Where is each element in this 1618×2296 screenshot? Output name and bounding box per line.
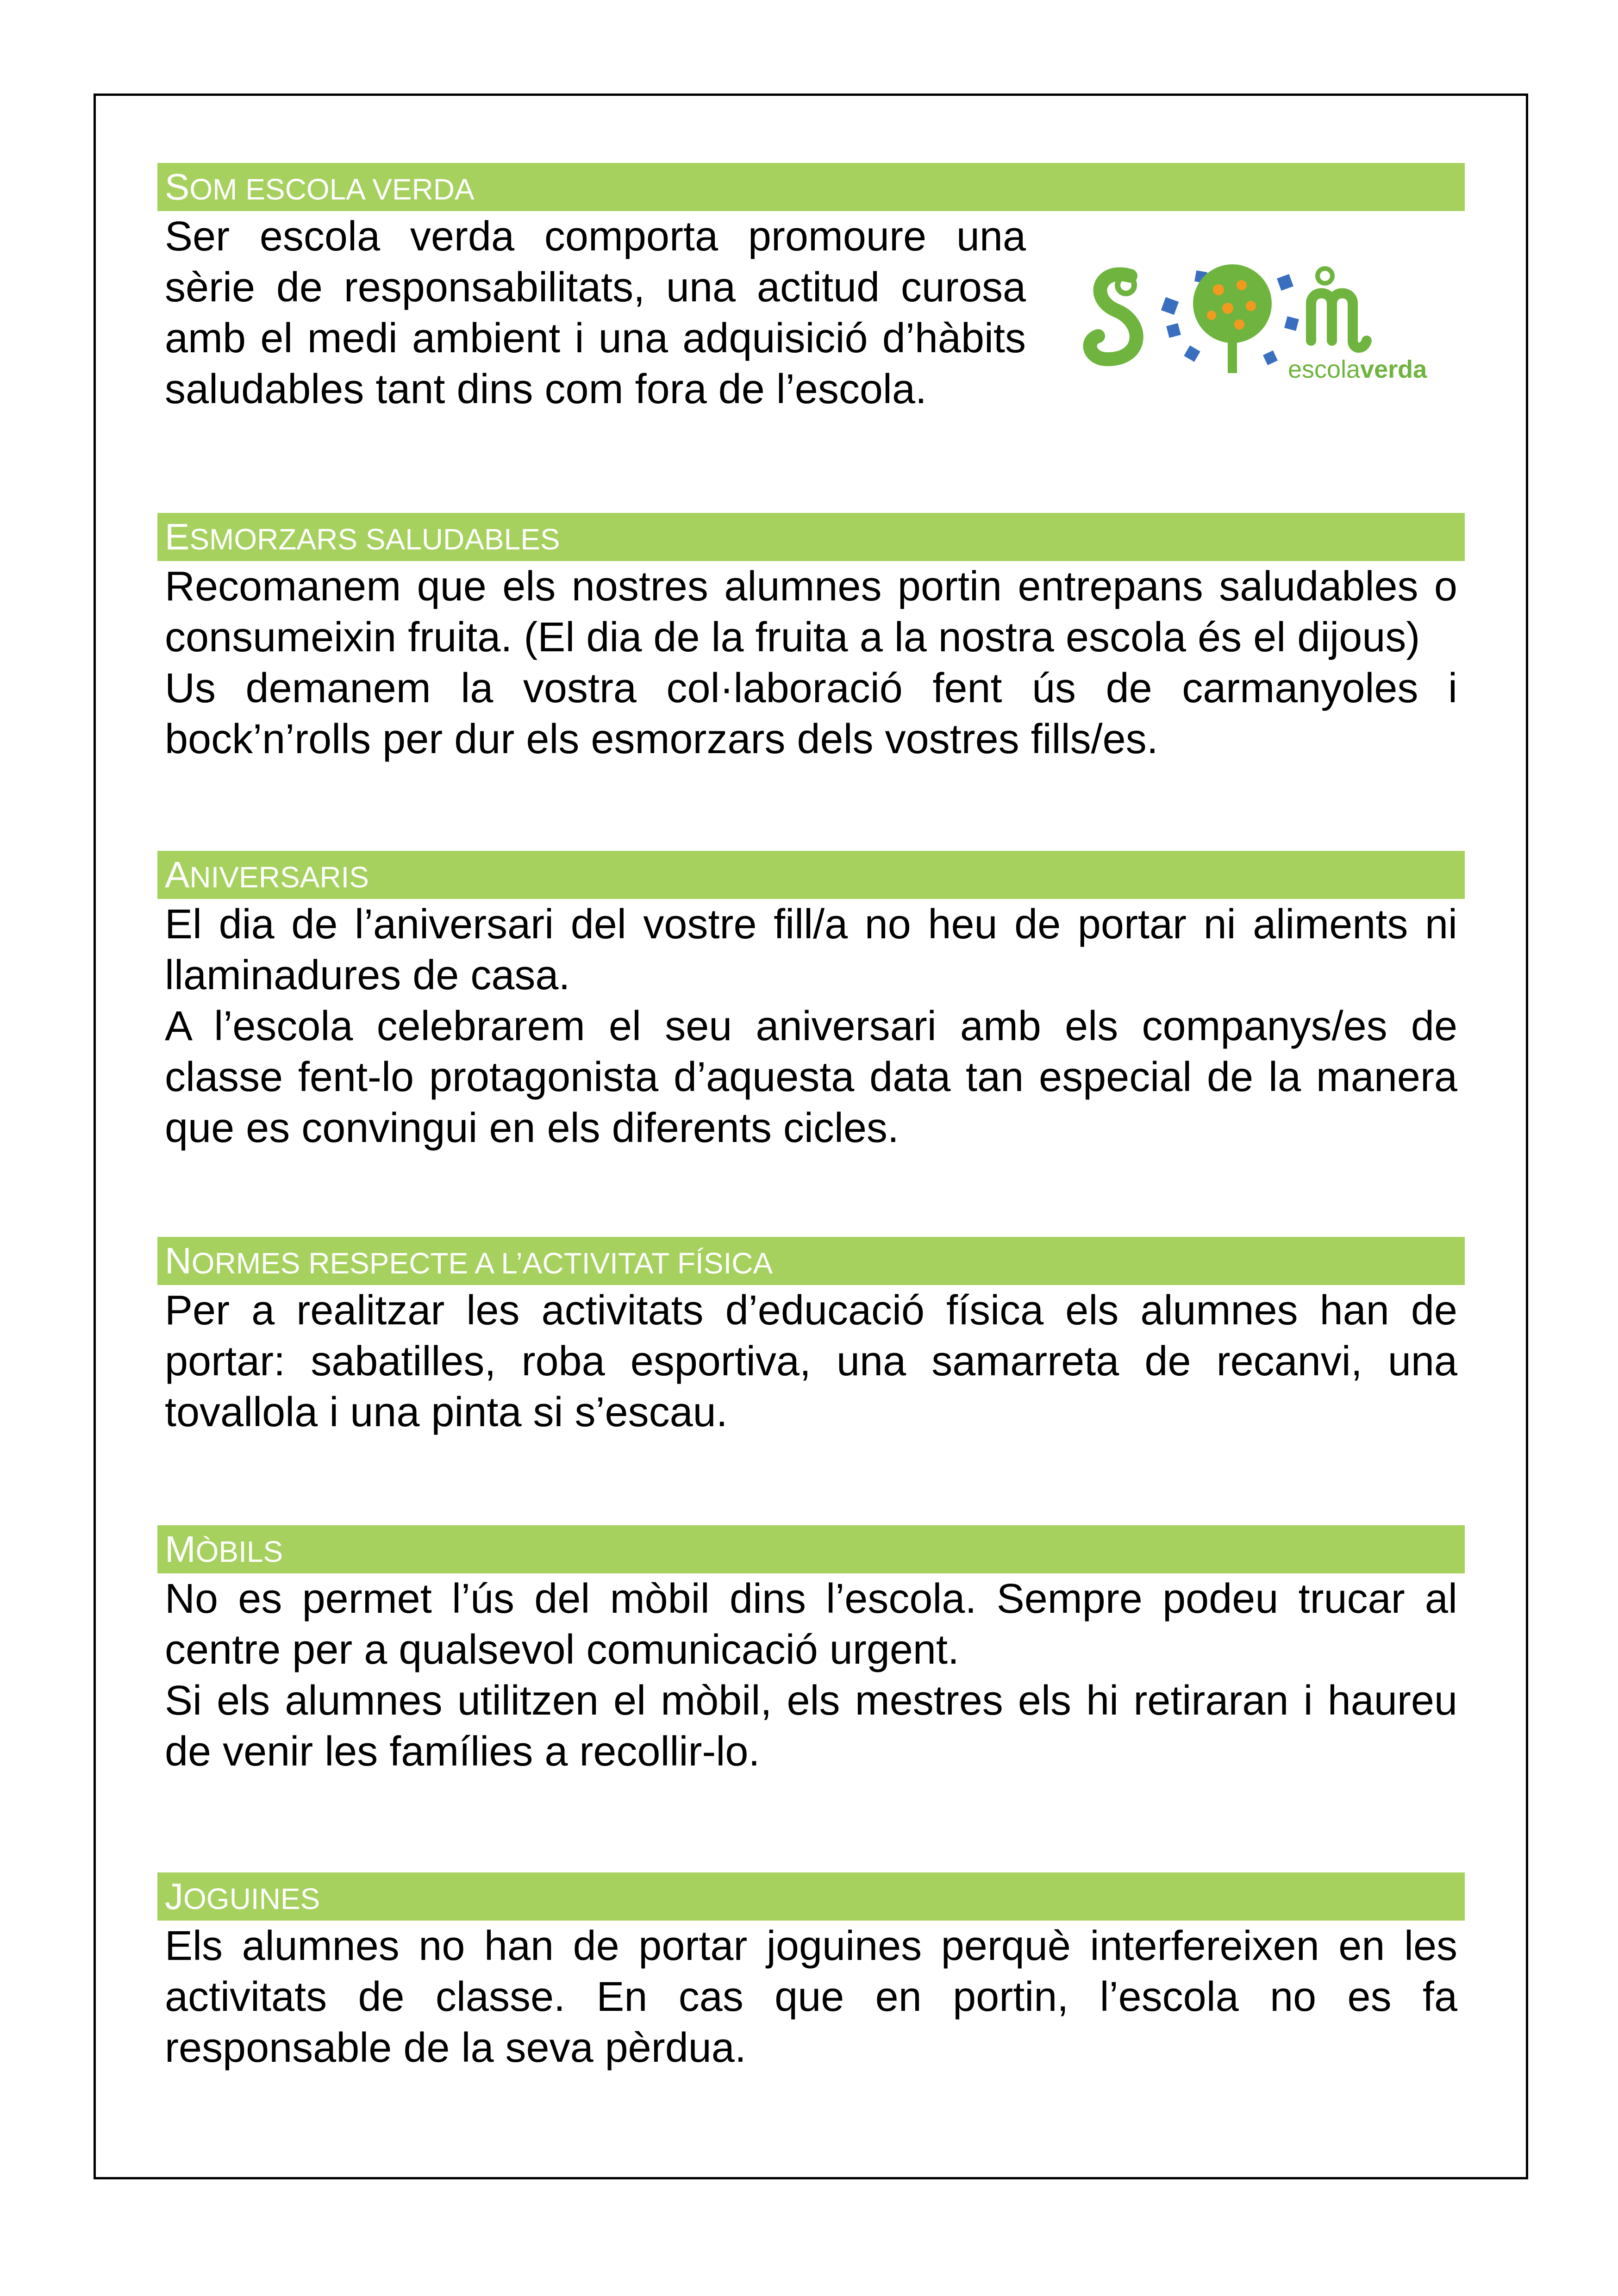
logo-wordmark bbox=[1288, 356, 1427, 383]
logo-fruit bbox=[1246, 301, 1256, 311]
logo-square bbox=[1277, 274, 1293, 291]
logo-word-verda: verda bbox=[1360, 356, 1427, 383]
logo-tree-crown bbox=[1193, 264, 1272, 343]
section-header-rest: OM ESCOLA VERDA bbox=[189, 173, 475, 206]
logo-fruit bbox=[1213, 284, 1224, 295]
section-header-rest: SMORZARS SALUDABLES bbox=[189, 523, 560, 556]
section-header-rest: ÒBILS bbox=[195, 1535, 283, 1568]
section-mobils bbox=[157, 1525, 1465, 1777]
logo-square bbox=[1284, 316, 1299, 331]
paragraph: Els alumnes no han de portar joguines perquè interfereixen en les activitats de classe. En cas que en portin, l’escola no es fa responsable de la seva pèrdua. bbox=[165, 1923, 1457, 2071]
section-header bbox=[157, 1525, 1465, 1573]
section-header-initial: N bbox=[165, 1240, 192, 1281]
logo-square bbox=[1166, 323, 1181, 338]
section-header-initial: S bbox=[165, 166, 190, 207]
section-header bbox=[157, 1872, 1465, 1921]
logo-square bbox=[1184, 345, 1200, 362]
section-body bbox=[157, 561, 1465, 765]
section-body bbox=[157, 1285, 1465, 1438]
logo-word-escola: escola bbox=[1288, 356, 1361, 383]
section-som-escola-verda bbox=[157, 163, 1465, 415]
paragraph: Ser escola verda comporta promoure una sèrie de responsabilitats, una actitud curosa amb el medi ambient i una adquisició d’hàbits saludables tant dins com fora de l’escola. bbox=[165, 213, 1026, 412]
paragraph: A l’escola celebrarem el seu aniversari amb els companys/es de classe fent-lo protagonista d’aquesta data tan especial de la manera que es convingui en els diferents cicles. bbox=[165, 1003, 1457, 1151]
som-escola-verda-logo bbox=[1080, 248, 1441, 387]
section-header bbox=[157, 851, 1465, 899]
logo-letter-s bbox=[1090, 274, 1137, 359]
section-body bbox=[157, 1573, 1465, 1777]
logo-m-swirl bbox=[1318, 268, 1332, 283]
logo-square bbox=[1161, 297, 1179, 315]
section-joguines bbox=[157, 1872, 1465, 2073]
paragraph: Recomanem que els nostres alumnes portin entrepans saludables o consumeixin fruita. (El dia de la fruita a la nostra escola és el dijous) bbox=[165, 563, 1457, 661]
section-aniversaris bbox=[157, 851, 1465, 1154]
logo-fruit bbox=[1222, 303, 1233, 314]
section-header-initial: M bbox=[165, 1529, 196, 1570]
paragraph: Per a realitzar les activitats d’educació física els alumnes han de portar: sabatilles, roba esportiva, una samarreta de recanvi, una tovallola i una pinta si s’escau. bbox=[165, 1287, 1457, 1435]
paragraph: Us demanem la vostra col·laboració fent ús de carmanyoles i bock’n’rolls per dur els esmorzars dels vostres fills/es. bbox=[165, 665, 1457, 762]
section-header-initial: A bbox=[165, 854, 190, 895]
intro-row bbox=[157, 211, 1465, 415]
section-header bbox=[157, 1237, 1465, 1285]
section-esmorzars-saludables bbox=[157, 513, 1465, 765]
logo-square bbox=[1263, 350, 1278, 365]
section-body bbox=[157, 1921, 1465, 2073]
logo-fruit bbox=[1234, 319, 1244, 330]
logo-s-swirl bbox=[1118, 277, 1134, 293]
section-header bbox=[157, 163, 1465, 211]
section-body bbox=[157, 899, 1465, 1154]
paragraph: El dia de l’aniversari del vostre fill/a no heu de portar ni aliments ni llaminadures de casa. bbox=[165, 901, 1457, 998]
section-header bbox=[157, 513, 1465, 561]
logo-letter-m bbox=[1311, 293, 1367, 348]
paragraph: Si els alumnes utilitzen el mòbil, els mestres els hi retiraran i haureu de venir les famílies a recollir-lo. bbox=[165, 1678, 1457, 1775]
section-activitat-fisica bbox=[157, 1237, 1465, 1438]
section-header-rest: NIVERSARIS bbox=[189, 861, 369, 894]
logo-fruit bbox=[1207, 311, 1216, 320]
paragraph: No es permet l’ús del mòbil dins l’escola. Sempre podeu trucar al centre per a qualsevol comunicació urgent. bbox=[165, 1576, 1457, 1673]
section-header-initial: J bbox=[165, 1876, 183, 1917]
logo-fruit bbox=[1237, 280, 1247, 290]
section-header-initial: E bbox=[165, 516, 190, 557]
section-body bbox=[157, 211, 1033, 415]
section-header-rest: ORMES RESPECTE A L’ACTIVITAT FÍSICA bbox=[191, 1247, 773, 1280]
section-header-rest: OGUINES bbox=[183, 1882, 320, 1915]
logo-tree-trunk bbox=[1228, 336, 1237, 373]
